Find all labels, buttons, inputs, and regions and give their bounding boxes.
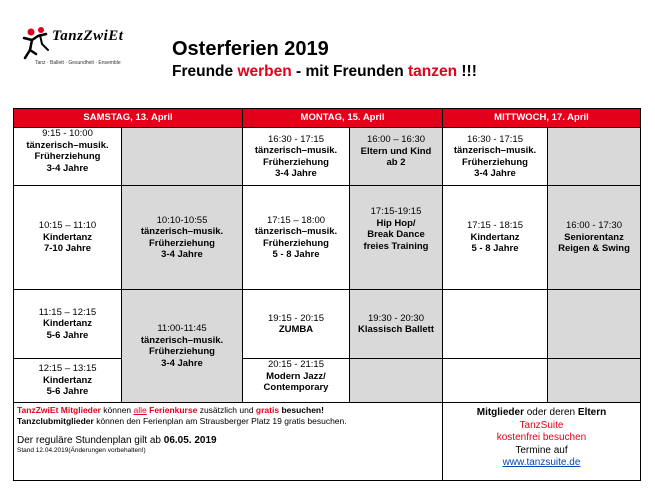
course-cell bbox=[14, 359, 122, 403]
course-cell bbox=[14, 290, 122, 359]
footer-text: besuchen! bbox=[279, 405, 324, 415]
footer-text: Der reguläre Stundenplan gilt ab bbox=[17, 435, 164, 446]
course-age: 3-4 Jahre bbox=[474, 168, 516, 179]
logo-tagline: Tanz · Ballett · Gesundheit · Ensemble bbox=[35, 60, 121, 66]
day-header-wednesday: MITTWOCH, 17. April bbox=[443, 109, 641, 128]
empty-cell bbox=[443, 359, 548, 403]
course-time: 17:15 – 18:00 bbox=[266, 214, 326, 226]
course-name: tänzerisch–musik. bbox=[140, 226, 224, 237]
course-time: 9:15 - 10:00 bbox=[42, 128, 93, 139]
course-cell bbox=[350, 290, 443, 359]
course-age: 5-6 Jahre bbox=[46, 386, 89, 398]
course-time: 16:30 - 17:15 bbox=[467, 133, 523, 145]
subtitle-highlight: werben bbox=[237, 63, 292, 80]
course-cell bbox=[243, 128, 350, 186]
subtitle-part: Freunde bbox=[172, 63, 238, 80]
footer-tanzsuite bbox=[443, 403, 641, 481]
footer-status-line: Stand 12.04.2019(Änderungen vorbehalten!) bbox=[17, 447, 146, 454]
course-cell bbox=[14, 186, 122, 290]
course-time: 16:00 - 17:30 bbox=[566, 220, 622, 232]
course-cell bbox=[443, 128, 548, 186]
footer-members-line bbox=[17, 405, 439, 416]
day-header-saturday: SAMSTAG, 13. April bbox=[14, 109, 243, 128]
empty-cell bbox=[443, 290, 548, 359]
course-name: Kindertanz bbox=[470, 231, 520, 243]
footer-text: können den Ferienplan am Strausberger Platz 19 gratis besuchen. bbox=[93, 416, 347, 426]
course-age: 3-4 Jahre bbox=[161, 249, 203, 260]
course-time: 12:15 – 13:15 bbox=[38, 363, 97, 375]
course-time: 11:00-11:45 bbox=[157, 323, 207, 334]
course-name: Eltern und Kind bbox=[360, 145, 432, 157]
course-age: 5 - 8 Jahre bbox=[272, 249, 320, 260]
members-label: TanzZwiEt Mitglieder bbox=[17, 405, 101, 415]
course-cell bbox=[243, 290, 350, 359]
empty-cell bbox=[548, 128, 641, 186]
course-name: Früherziehung bbox=[462, 156, 528, 168]
course-name: Seniorentanz bbox=[564, 231, 624, 243]
course-cell bbox=[243, 186, 350, 290]
course-name: tänzerisch–musik. bbox=[254, 226, 338, 237]
course-time: 10:15 – 11:10 bbox=[38, 220, 97, 232]
highlight-all: alle bbox=[133, 405, 147, 415]
tanzsuite-free: kostenfrei besuchen bbox=[496, 432, 587, 443]
course-age: 3-4 Jahre bbox=[161, 357, 203, 369]
course-cell bbox=[350, 186, 443, 290]
highlight-courses: Ferienkurse bbox=[146, 405, 198, 415]
tanzsuite-dates: Termine auf bbox=[515, 444, 568, 456]
empty-cell bbox=[350, 359, 443, 403]
footer-text: oder deren bbox=[523, 407, 578, 418]
course-cell bbox=[14, 128, 122, 186]
course-time: 16:30 - 17:15 bbox=[268, 133, 324, 145]
course-time: 17:15-19:15 bbox=[370, 206, 422, 217]
footer-text: können bbox=[100, 405, 134, 415]
course-name: Contemporary bbox=[263, 382, 329, 393]
course-name: Früherziehung bbox=[149, 237, 215, 249]
footer-regular-line bbox=[17, 435, 439, 446]
course-age: 7-10 Jahre bbox=[43, 243, 91, 255]
empty-cell bbox=[548, 290, 641, 359]
regular-date: 06.05. 2019 bbox=[163, 435, 217, 446]
course-name: Früherziehung bbox=[263, 237, 329, 249]
course-name: Früherziehung bbox=[149, 346, 215, 357]
course-age: 5 - 8 Jahre bbox=[471, 243, 519, 255]
course-cell bbox=[122, 186, 243, 290]
course-time: 19:15 - 20:15 bbox=[268, 312, 324, 324]
course-name: Klassisch Ballett bbox=[357, 324, 435, 335]
course-name: Früherziehung bbox=[34, 151, 101, 162]
highlight-free: gratis bbox=[255, 405, 280, 415]
footer-text: Eltern bbox=[577, 407, 607, 418]
course-cell bbox=[548, 186, 641, 290]
course-name: freies Training bbox=[363, 240, 429, 252]
logo bbox=[22, 26, 142, 70]
course-time: 16:00 – 16:30 bbox=[366, 134, 426, 145]
empty-cell bbox=[548, 359, 641, 403]
subtitle-part: - mit Freunden bbox=[291, 63, 408, 80]
subtitle-highlight: tanzen bbox=[407, 63, 458, 80]
course-name: Kindertanz bbox=[42, 318, 93, 330]
course-age: ab 2 bbox=[386, 157, 406, 168]
course-age: 5-6 Jahre bbox=[46, 329, 89, 341]
footer-info bbox=[14, 403, 443, 481]
tanzsuite-name: TanzSuite bbox=[519, 419, 564, 431]
course-name: Hip Hop/ bbox=[376, 217, 416, 229]
course-cell bbox=[243, 359, 350, 403]
course-time: 17:15 - 18:15 bbox=[467, 220, 523, 232]
course-name: Modern Jazz/ bbox=[266, 370, 326, 382]
club-label: Tanzclubmitglieder bbox=[17, 416, 94, 426]
schedule-table bbox=[13, 108, 641, 481]
page-subtitle bbox=[172, 63, 477, 81]
course-time: 11:15 – 12:15 bbox=[38, 306, 97, 318]
course-name: tänzerisch–musik. bbox=[453, 145, 537, 156]
course-name: Früherziehung bbox=[263, 156, 329, 168]
course-cell bbox=[443, 186, 548, 290]
day-header-monday: MONTAG, 15. April bbox=[243, 109, 443, 128]
course-name: ZUMBA bbox=[278, 324, 314, 335]
course-time: 10:10-10:55 bbox=[156, 214, 208, 226]
subtitle-part: !!! bbox=[457, 63, 477, 80]
logo-wordmark: TanzZwiEt bbox=[52, 28, 124, 44]
tanzsuite-line1 bbox=[443, 407, 640, 420]
course-time: 19:30 - 20:30 bbox=[368, 312, 424, 324]
empty-cell bbox=[122, 128, 243, 186]
course-time: 20:15 - 21:15 bbox=[268, 359, 324, 370]
course-cell bbox=[350, 128, 443, 186]
footer-text: zusätzlich und bbox=[197, 405, 256, 415]
course-name: Kindertanz bbox=[42, 374, 93, 386]
course-name: Break Dance bbox=[367, 229, 425, 240]
course-name: tänzerisch–musik. bbox=[26, 139, 109, 151]
footer-text: Mitglieder bbox=[476, 407, 524, 418]
course-name: Kindertanz bbox=[42, 231, 93, 243]
course-cell bbox=[122, 290, 243, 403]
course-age: 3-4 Jahre bbox=[275, 168, 317, 179]
footer-club-line bbox=[17, 416, 439, 427]
page-title: Osterferien 2019 bbox=[172, 38, 329, 60]
course-age: 3-4 Jahre bbox=[46, 162, 89, 174]
tanzsuite-link[interactable]: www.tanzsuite.de bbox=[502, 457, 581, 468]
course-name: Reigen & Swing bbox=[558, 243, 630, 255]
course-name: tänzerisch–musik. bbox=[140, 334, 224, 346]
course-name: tänzerisch–musik. bbox=[254, 145, 338, 156]
